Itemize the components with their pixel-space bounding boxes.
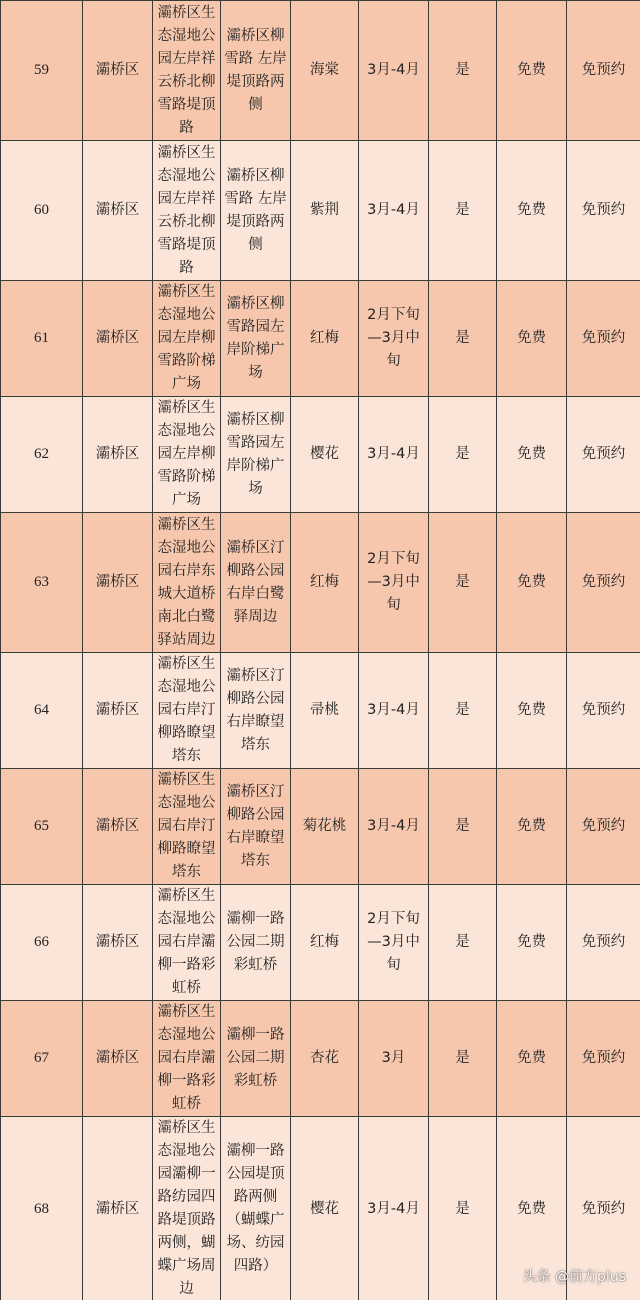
reservation-cell: 免预约 — [567, 653, 640, 769]
reservation-cell: 免预约 — [567, 513, 640, 653]
district-cell: 灞桥区 — [83, 397, 153, 513]
reservation-cell: 免预约 — [567, 885, 640, 1001]
fee-cell: 免费 — [497, 885, 567, 1001]
fee-cell: 免费 — [497, 141, 567, 281]
flower-type-cell: 帚桃 — [291, 653, 359, 769]
blooming-period-cell: 2月下旬—3月中旬 — [359, 885, 429, 1001]
flower-type-cell: 紫荆 — [291, 141, 359, 281]
blooming-period-cell: 3月-4月 — [359, 141, 429, 281]
row-number: 61 — [1, 281, 83, 397]
viewing-spot-cell: 灞柳一路公园二期彩虹桥 — [221, 1001, 291, 1117]
open-status-cell: 是 — [429, 141, 497, 281]
table-row — [1, 1, 640, 141]
table-row — [1, 281, 640, 397]
reservation-cell: 免预约 — [567, 397, 640, 513]
open-status-cell: 是 — [429, 885, 497, 1001]
location-cell: 灞桥区生态湿地公园左岸柳雪路阶梯广场 — [153, 281, 221, 397]
viewing-spot-cell: 灞柳一路公园二期彩虹桥 — [221, 885, 291, 1001]
district-cell: 灞桥区 — [83, 1001, 153, 1117]
location-cell: 灞桥区生态湿地公园灞柳一路纺园四路堤顶路两侧，蝴蝶广场周边 — [153, 1117, 221, 1300]
blooming-period-cell: 3月 — [359, 1001, 429, 1117]
table-row — [1, 769, 640, 885]
reservation-cell: 免预约 — [567, 141, 640, 281]
open-status-cell: 是 — [429, 281, 497, 397]
flower-type-cell: 杏花 — [291, 1001, 359, 1117]
blooming-period-cell: 3月-4月 — [359, 769, 429, 885]
row-number: 59 — [1, 1, 83, 141]
table-body — [1, 1, 640, 1300]
reservation-cell: 免预约 — [567, 1, 640, 141]
table-row — [1, 885, 640, 1001]
open-status-cell: 是 — [429, 1001, 497, 1117]
open-status-cell: 是 — [429, 769, 497, 885]
blooming-period-cell: 3月-4月 — [359, 397, 429, 513]
blooming-period-cell: 3月-4月 — [359, 1117, 429, 1300]
table-row — [1, 397, 640, 513]
fee-cell: 免费 — [497, 653, 567, 769]
open-status-cell: 是 — [429, 1, 497, 141]
fee-cell: 免费 — [497, 1, 567, 141]
location-cell: 灞桥区生态湿地公园右岸东城大道桥南北白鹭驿站周边 — [153, 513, 221, 653]
flower-type-cell: 菊花桃 — [291, 769, 359, 885]
row-number: 60 — [1, 141, 83, 281]
district-cell: 灞桥区 — [83, 281, 153, 397]
fee-cell: 免费 — [497, 281, 567, 397]
fee-cell: 免费 — [497, 769, 567, 885]
location-cell: 灞桥区生态湿地公园右岸汀柳路瞭望塔东 — [153, 769, 221, 885]
location-cell: 灞桥区生态湿地公园右岸灞柳一路彩虹桥 — [153, 885, 221, 1001]
viewing-spot-cell: 灞桥区柳雪路园左岸阶梯广场 — [221, 397, 291, 513]
viewing-spot-cell: 灞桥区汀柳路公园右岸瞭望塔东 — [221, 769, 291, 885]
blooming-period-cell: 3月-4月 — [359, 653, 429, 769]
district-cell: 灞桥区 — [83, 885, 153, 1001]
row-number: 68 — [1, 1117, 83, 1300]
table-row — [1, 653, 640, 769]
location-cell: 灞桥区生态湿地公园左岸祥云桥北柳雪路堤顶路 — [153, 141, 221, 281]
location-cell: 灞桥区生态湿地公园右岸灞柳一路彩虹桥 — [153, 1001, 221, 1117]
reservation-cell: 免预约 — [567, 281, 640, 397]
table-row — [1, 513, 640, 653]
blooming-period-cell: 2月下旬—3月中旬 — [359, 513, 429, 653]
row-number: 65 — [1, 769, 83, 885]
location-cell: 灞桥区生态湿地公园左岸柳雪路阶梯广场 — [153, 397, 221, 513]
flower-type-cell: 红梅 — [291, 885, 359, 1001]
district-cell: 灞桥区 — [83, 769, 153, 885]
viewing-spot-cell: 灞桥区柳雪路园左岸阶梯广场 — [221, 281, 291, 397]
row-number: 63 — [1, 513, 83, 653]
fee-cell: 免费 — [497, 1117, 567, 1300]
fee-cell: 免费 — [497, 1001, 567, 1117]
district-cell: 灞桥区 — [83, 1, 153, 141]
reservation-cell: 免预约 — [567, 1117, 640, 1300]
table-row — [1, 1001, 640, 1117]
viewing-spot-cell: 灞桥区汀柳路公园右岸瞭望塔东 — [221, 653, 291, 769]
viewing-spot-cell: 灞柳一路公园堤顶路两侧（蝴蝶广场、纺园四路） — [221, 1117, 291, 1300]
table-row — [1, 141, 640, 281]
row-number: 67 — [1, 1001, 83, 1117]
reservation-cell: 免预约 — [567, 769, 640, 885]
district-cell: 灞桥区 — [83, 653, 153, 769]
row-number: 64 — [1, 653, 83, 769]
flower-type-cell: 海棠 — [291, 1, 359, 141]
flower-type-cell: 樱花 — [291, 1117, 359, 1300]
viewing-spot-cell: 灞桥区汀柳路公园右岸白鹭驿周边 — [221, 513, 291, 653]
open-status-cell: 是 — [429, 653, 497, 769]
watermark: 头条 @前方plus — [522, 1269, 626, 1285]
flower-type-cell: 红梅 — [291, 281, 359, 397]
row-number: 66 — [1, 885, 83, 1001]
blooming-period-cell: 2月下旬—3月中旬 — [359, 281, 429, 397]
flower-type-cell: 樱花 — [291, 397, 359, 513]
viewing-spot-cell: 灞桥区柳雪路 左岸堤顶路两侧 — [221, 1, 291, 141]
fee-cell: 免费 — [497, 513, 567, 653]
location-cell: 灞桥区生态湿地公园右岸汀柳路瞭望塔东 — [153, 653, 221, 769]
open-status-cell: 是 — [429, 513, 497, 653]
blooming-period-cell: 3月-4月 — [359, 1, 429, 141]
row-number: 62 — [1, 397, 83, 513]
fee-cell: 免费 — [497, 397, 567, 513]
open-status-cell: 是 — [429, 397, 497, 513]
district-cell: 灞桥区 — [83, 1117, 153, 1300]
district-cell: 灞桥区 — [83, 513, 153, 653]
reservation-cell: 免预约 — [567, 1001, 640, 1117]
viewing-spot-cell: 灞桥区柳雪路 左岸堤顶路两侧 — [221, 141, 291, 281]
open-status-cell: 是 — [429, 1117, 497, 1300]
flower-type-cell: 红梅 — [291, 513, 359, 653]
district-cell: 灞桥区 — [83, 141, 153, 281]
location-cell: 灞桥区生态湿地公园左岸祥云桥北柳雪路堤顶路 — [153, 1, 221, 141]
